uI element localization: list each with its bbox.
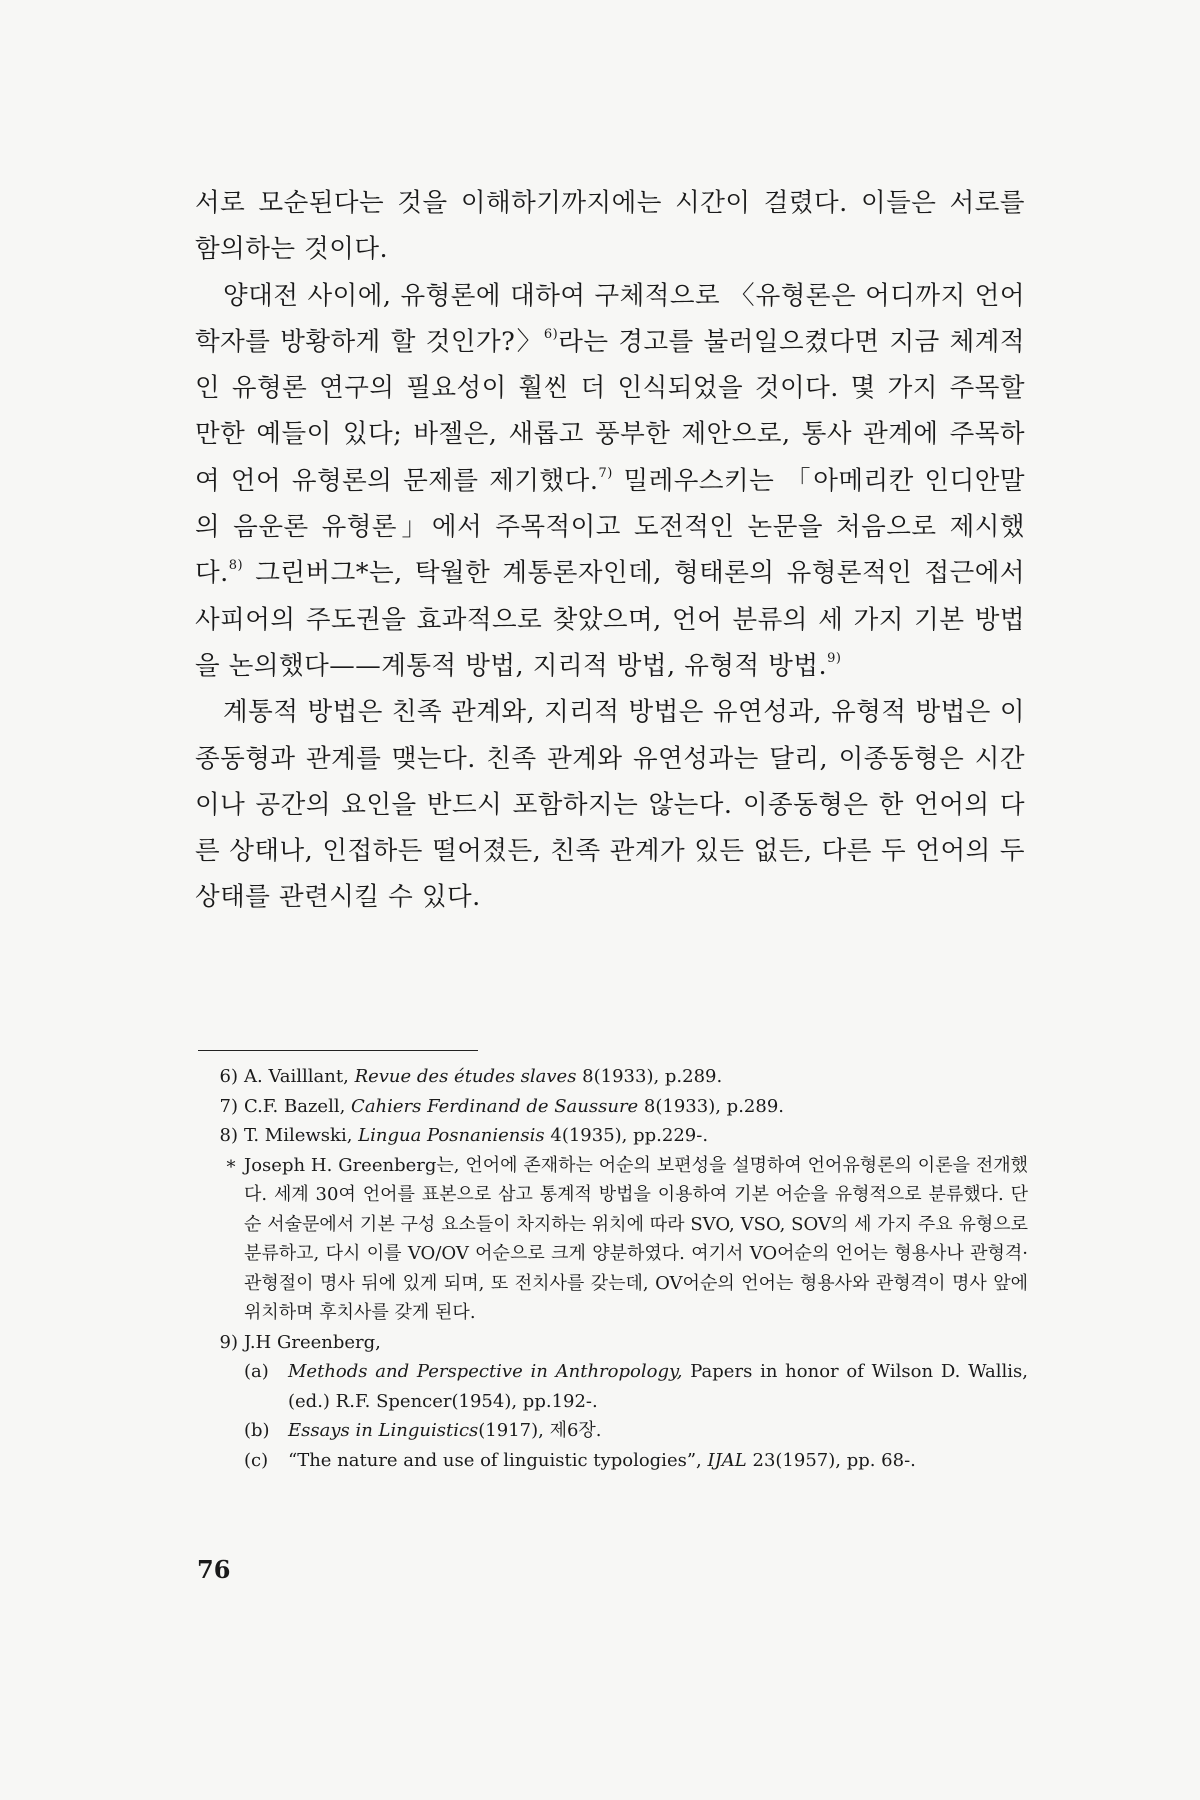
footnote-separator bbox=[198, 1050, 478, 1051]
text-run: 그린버그*는, 탁월한 계통론자인데, 형태론의 유형론적인 접근에서 사피어의 주도권을 효과적으로 찾았으며, 언어 분류의 세 가지 기본 방법을 논의했다——계통적 방법, 지리적 방법, 유형적 방법. bbox=[195, 558, 1025, 681]
footnote-number: 9) bbox=[219, 1331, 238, 1353]
text-run: C.F. Bazell, bbox=[244, 1095, 352, 1117]
paragraph bbox=[195, 180, 1025, 273]
footnote bbox=[198, 1062, 1028, 1092]
footnote-ref: 6) bbox=[543, 326, 559, 342]
text-run: Joseph H. Greenberg는, 언어에 존재하는 어순의 보편성을 설명하여 언어유형론의 이론을 전개했다. 세계 30여 언어를 표본으로 삼고 통계적 방법을 이용하여 기본 어순을 유형적으로 분류했다. 단순 서술문에서 기본 구성 요소들이 차지하는 위치에 따라 SVO, VSO, SOV의 세 가지 주요 유형으로 분류하고, 다시 이를 VO/OV 어순으로 크게 양분하였다. 여기서 VO어순의 언어는 형용사나 관형격·관형절이 명사 뒤에 있게 되며, 또 전치사를 갖는데, OV어순의 언어는 형용사와 관형격이 명사 앞에 위치하며 후치사를 갖게 된다. bbox=[244, 1154, 1028, 1323]
italic-title: IJAL bbox=[707, 1449, 747, 1471]
italic-title: Methods and Perspective in Anthropology, bbox=[288, 1361, 683, 1382]
text-run: 밀레우스키는 「아메리칸 인디안말의 음운론 유형론」에서 주목적이고 도전적인 논문을 처음으로 제시했다. bbox=[195, 465, 1025, 589]
italic-title: Essays in Linguistics bbox=[288, 1420, 479, 1441]
text-run: 8(1933), p.289. bbox=[638, 1095, 784, 1117]
footnote bbox=[198, 1151, 1028, 1328]
footnote bbox=[198, 1328, 1028, 1358]
text-run: (1917), 제6장. bbox=[478, 1420, 602, 1441]
text-run: 양대전 사이에, 유형론에 대하여 구체적으로 〈유형론은 어디까지 언어학자를 방황하게 할 것인가?〉 bbox=[195, 280, 1025, 357]
footnote-subitem bbox=[198, 1446, 1028, 1476]
text-run: T. Milewski, bbox=[244, 1125, 359, 1146]
footnote-number: 8) bbox=[219, 1125, 238, 1146]
footnotes bbox=[198, 1062, 1028, 1475]
italic-title: Lingua Posnaniensis bbox=[358, 1125, 545, 1146]
italic-title: Cahiers Ferdinand de Saussure bbox=[351, 1095, 639, 1117]
footnote-ref: 9) bbox=[827, 650, 842, 666]
text-run: J.H Greenberg, bbox=[244, 1331, 381, 1353]
footnote-subitem bbox=[198, 1357, 1028, 1416]
italic-title: Revue des études slaves bbox=[354, 1066, 577, 1087]
footnote-subitem bbox=[198, 1416, 1028, 1446]
footnote-ref: 8) bbox=[228, 558, 244, 574]
footnote-number: 6) bbox=[219, 1066, 238, 1087]
text-run: Papers in honor of Wilson D. Wallis, (ed.) R.F. Spencer(1954), pp.192-. bbox=[288, 1361, 1028, 1412]
text-run: 라는 경고를 불러일으켰다면 지금 체계적인 유형론 연구의 필요성이 훨씬 더 인식되었을 것이다. 몇 가지 주목할 만한 예들이 있다; 바젤은, 새롭고 풍부한 제안으로, 통사 관계에 주목하여 언어 유형론의 문제를 제기했다. bbox=[195, 326, 1026, 496]
subitem-label: (c) bbox=[244, 1449, 269, 1471]
text-run: 8(1933), p.289. bbox=[576, 1066, 723, 1087]
text-run: 계통적 방법은 친족 관계와, 지리적 방법은 유연성과, 유형적 방법은 이종동형과 관계를 맺는다. 친족 관계와 유연성과는 달리, 이종동형은 시간이나 공간의 요인을 반드시 포함하지는 않는다. 이종동형은 한 언어의 다른 상태나, 인접하든 떨어졌든, 친족 관계가 있든 없든, 다른 두 언어의 두 상태를 관련시킬 수 있다. bbox=[195, 697, 1025, 913]
footnote-number: 7) bbox=[219, 1095, 238, 1117]
text-run: 서로 모순된다는 것을 이해하기까지에는 시간이 걸렸다. 이들은 서로를 함의하는 것이다. bbox=[195, 188, 1025, 265]
footnote-number: * bbox=[226, 1156, 236, 1178]
text-run: “The nature and use of linguistic typologies”, bbox=[288, 1449, 708, 1471]
footnote bbox=[198, 1121, 1028, 1151]
main-text bbox=[195, 180, 1025, 921]
footnote bbox=[198, 1092, 1028, 1122]
page-number: 76 bbox=[197, 1555, 231, 1584]
text-run: 4(1935), pp.229-. bbox=[544, 1125, 709, 1146]
subitem-label: (a) bbox=[244, 1361, 269, 1382]
paragraph bbox=[195, 273, 1025, 690]
footnote-ref: 7) bbox=[598, 465, 613, 481]
text-run: 23(1957), pp. 68-. bbox=[746, 1449, 916, 1471]
text-run: A. Vailllant, bbox=[244, 1066, 355, 1087]
paragraph bbox=[195, 689, 1025, 920]
subitem-label: (b) bbox=[244, 1420, 270, 1441]
